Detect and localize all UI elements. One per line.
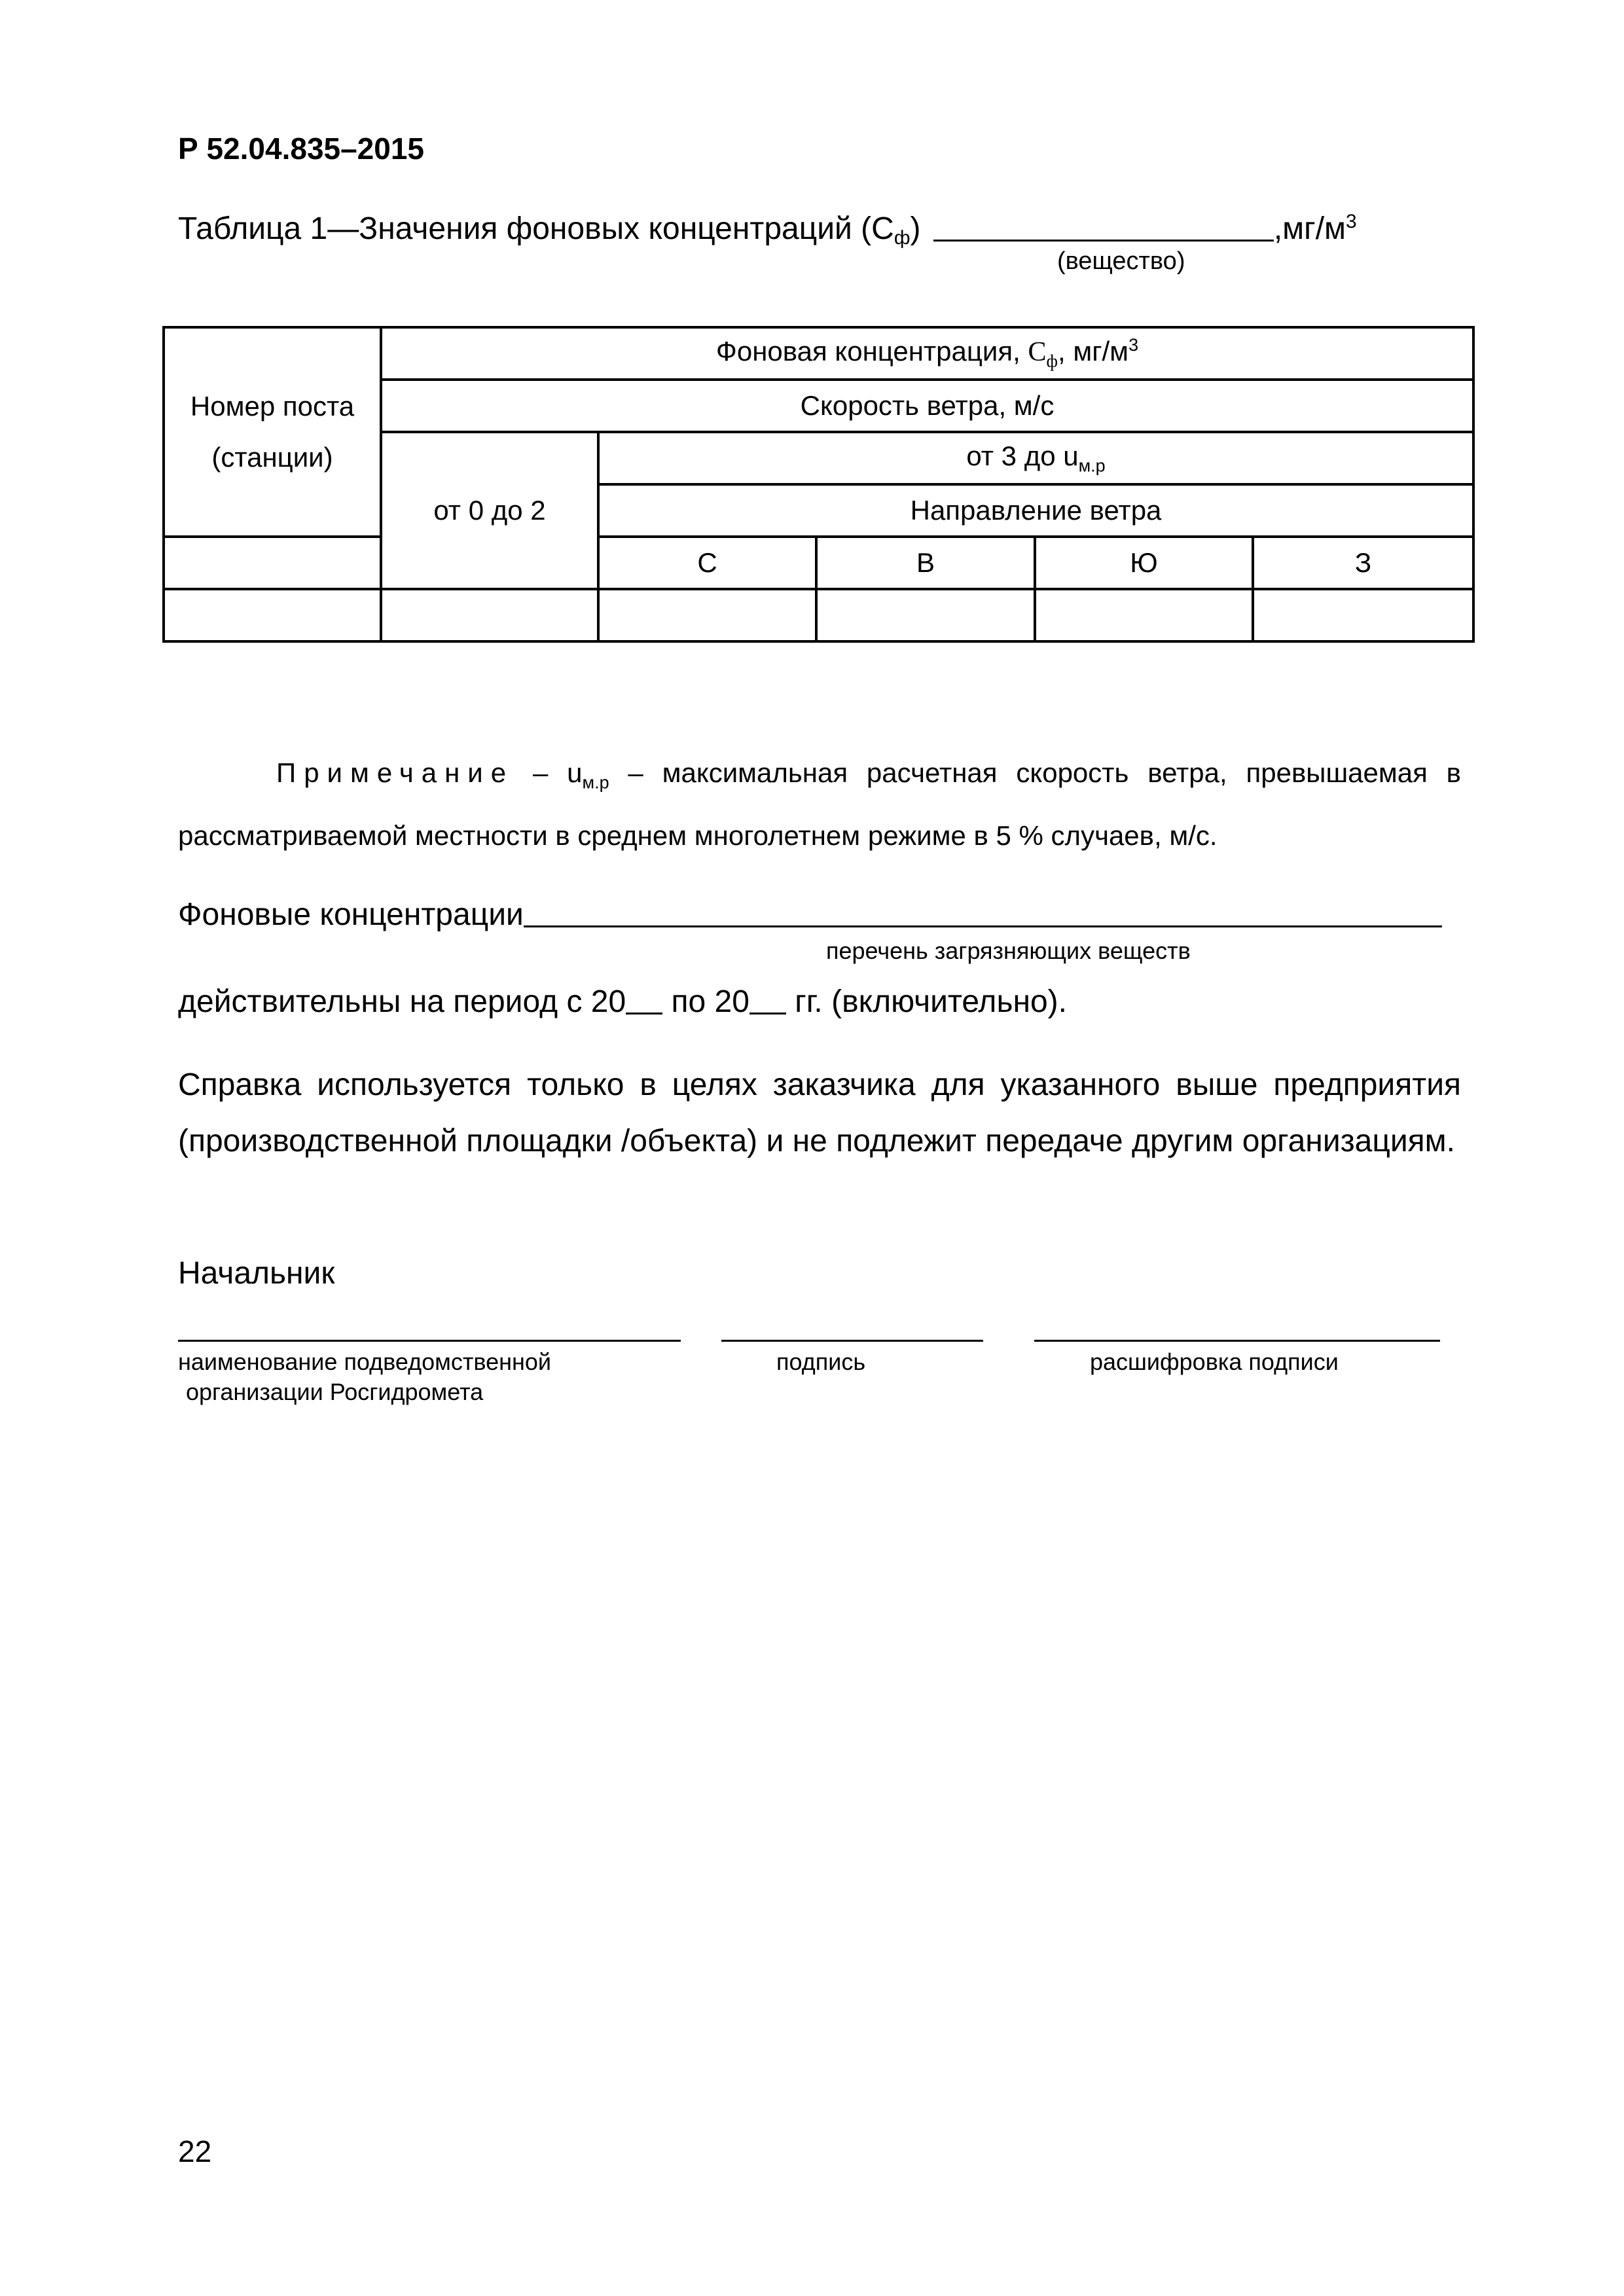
year-end-blank [749, 986, 786, 1014]
org-signature-line [178, 1340, 681, 1342]
direction-north: С [598, 537, 816, 589]
station-header-line2: (станции) [211, 442, 333, 473]
empty-cell[interactable] [598, 589, 816, 641]
validity-period-row [178, 984, 1067, 1020]
validity-label: Фоновые концентрации [178, 897, 524, 932]
period-text-b: по 20 [662, 984, 749, 1019]
empty-cell[interactable] [381, 589, 598, 641]
empty-cell[interactable] [1035, 589, 1253, 641]
table-row [164, 589, 1473, 641]
org-label-line1: наименование подведомственной [178, 1348, 552, 1375]
note-sub: м.р [582, 772, 609, 793]
validity-substances-row [178, 897, 1442, 933]
bg-conc-power: 3 [1128, 335, 1139, 355]
note-label: Примечание [276, 757, 514, 788]
background-concentration-table [162, 326, 1475, 643]
document-code: Р 52.04.835–2015 [178, 132, 425, 166]
wind-direction-header: Направление ветра [598, 484, 1473, 537]
empty-header-cell [164, 537, 381, 589]
empty-cell[interactable] [1253, 589, 1473, 641]
substances-blank-line [524, 899, 1442, 927]
direction-west: З [1253, 537, 1473, 589]
speed-high-header [598, 432, 1473, 484]
usage-paragraph: Справка используется только в целях заказчика для указанного выше предприятия (производственной площадки /объекта) и не подлежит передаче другим организациям. [178, 1067, 1461, 1158]
decode-label: расшифровка подписи [1090, 1348, 1339, 1375]
org-label-line2: организации Росгидромета [186, 1378, 484, 1405]
caption-sub: ф [893, 227, 911, 249]
caption-unit-power: 3 [1346, 211, 1357, 232]
caption-prefix: Таблица 1—Значения фоновых концентраций (С [178, 211, 894, 246]
decode-signature-line [1034, 1340, 1440, 1342]
bg-conc-unit: , мг/м [1057, 336, 1129, 367]
period-text-a: действительны на период с 20 [178, 984, 626, 1019]
signature-title: Начальник [178, 1256, 335, 1291]
station-header [164, 327, 381, 537]
caption-close: ) [910, 211, 921, 246]
speed-high-label: от 3 до u [966, 440, 1079, 471]
bg-concentration-header [381, 327, 1473, 380]
table-caption [178, 211, 1357, 249]
speed-high-sub: м.р [1078, 456, 1106, 476]
sign-label: подпись [776, 1348, 866, 1375]
note-text: – максимальная расчетная скорость ветра, превышаемая в рассматриваемой местности в среднем многолетнем режиме в 5 % случаев, м/с. [178, 757, 1461, 852]
speed-low-header: от 0 до 2 [381, 432, 598, 589]
period-text-c: гг. (включительно). [785, 984, 1067, 1019]
bg-conc-label: Фоновая концентрация, [715, 336, 1028, 367]
wind-speed-header: Скорость ветра, м/с [381, 380, 1473, 432]
empty-cell[interactable] [164, 589, 381, 641]
table-note [178, 746, 1461, 863]
note-dash: – u [514, 757, 583, 788]
page-number: 22 [178, 2134, 212, 2168]
direction-south: Ю [1035, 537, 1253, 589]
bg-conc-symbol: С [1028, 337, 1047, 368]
direction-east: В [816, 537, 1035, 589]
station-header-line1: Номер поста [190, 391, 355, 422]
bg-conc-sub: ф [1046, 351, 1058, 371]
substances-blank-label: перечень загрязняющих веществ [826, 937, 1191, 964]
substance-blank-line [933, 213, 1274, 242]
sign-signature-line [721, 1340, 983, 1342]
caption-unit: ,мг/м [1273, 211, 1346, 246]
empty-cell[interactable] [816, 589, 1035, 641]
substance-blank-label: (вещество) [1057, 247, 1185, 275]
year-start-blank [626, 986, 662, 1014]
